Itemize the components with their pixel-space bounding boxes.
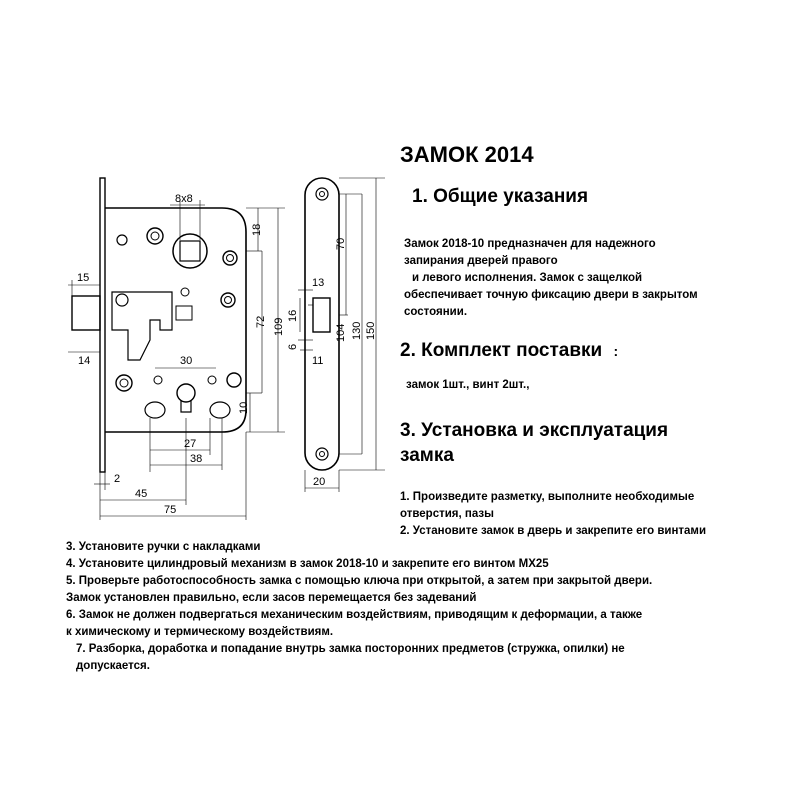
faceplate-drawing	[305, 178, 339, 470]
instructions-block-bottom	[66, 539, 652, 675]
dim-p13: 13	[312, 277, 325, 289]
dim-27: 27	[184, 438, 197, 450]
general-text-line: запирания дверей правого	[404, 255, 558, 267]
dim-10: 10	[238, 401, 250, 414]
instruction-line: допускается.	[76, 660, 150, 672]
dim-30: 30	[180, 355, 193, 367]
section-3-heading-line: 3. Установка и эксплуатация	[400, 420, 669, 441]
section-3-heading	[400, 418, 668, 468]
dim-2: 2	[114, 473, 121, 485]
instruction-line: Замок установлен правильно, если засов перемещается без задеваний	[66, 592, 477, 604]
instruction-line: 1. Произведите разметку, выполните необходимые	[400, 491, 695, 503]
dim-18: 18	[251, 223, 263, 236]
instructions-block-right	[400, 489, 706, 540]
instruction-line: 2. Установите замок в дверь и закрепите его винтами	[400, 525, 707, 537]
instruction-line: 5. Проверьте работоспособность замка с помощью ключа при открытой, а затем при закрытой двери.	[66, 575, 653, 587]
general-text-line: состоянии.	[404, 306, 468, 318]
section-1-heading: 1. Общие указания	[412, 186, 589, 207]
instruction-line: 4. Установите цилиндровый механизм в замок 2018-10 и закрепите его винтом МХ25	[66, 558, 549, 570]
kit-text: замок 1шт., винт 2шт.,	[406, 379, 530, 391]
general-text-line: и левого исполнения. Замок с защелкой	[412, 272, 643, 284]
dim-p130: 130	[351, 321, 363, 340]
section-2-heading-suffix: :	[613, 343, 619, 359]
dim-p70: 70	[335, 237, 347, 250]
general-text-line: обеспечивает точную фиксацию двери в закрытом	[404, 289, 698, 301]
dim-p6: 6	[287, 343, 299, 350]
dim-109: 109	[273, 317, 285, 336]
dim-p11: 11	[312, 355, 324, 367]
section-3-heading-line: замка	[400, 445, 454, 466]
dim-p20: 20	[313, 476, 326, 488]
instruction-line: к химическому и термическому воздействиям.	[66, 626, 334, 638]
lock-body-drawing	[72, 178, 246, 472]
instruction-line: 6. Замок не должен подвергаться механическим воздействиям, приводящим к деформации, а также	[66, 609, 643, 621]
dim-p104: 104	[335, 323, 347, 342]
dim-75: 75	[164, 504, 177, 516]
dim-15: 15	[77, 272, 90, 284]
instruction-line: 7. Разборка, доработка и попадание внутрь замка посторонних предметов (стружка, опилки) не	[76, 643, 625, 655]
dim-45: 45	[135, 488, 148, 500]
dim-p16: 16	[287, 309, 299, 322]
section-2-heading-text: 2. Комплект поставки	[400, 340, 603, 361]
instruction-line: 3. Установите ручки с накладками	[66, 541, 261, 553]
dim-8x8: 8x8	[175, 193, 193, 205]
general-text-block	[404, 236, 698, 321]
section-2-heading	[400, 340, 618, 362]
instruction-line: отверстия, пазы	[400, 508, 494, 520]
page-title: ЗАМОК 2014	[400, 142, 534, 167]
dim-38: 38	[190, 453, 203, 465]
dim-14: 14	[78, 355, 91, 367]
dim-72: 72	[255, 315, 267, 328]
dim-p150: 150	[365, 321, 377, 340]
general-text-line: Замок 2018-10 предназначен для надежного	[404, 238, 656, 250]
